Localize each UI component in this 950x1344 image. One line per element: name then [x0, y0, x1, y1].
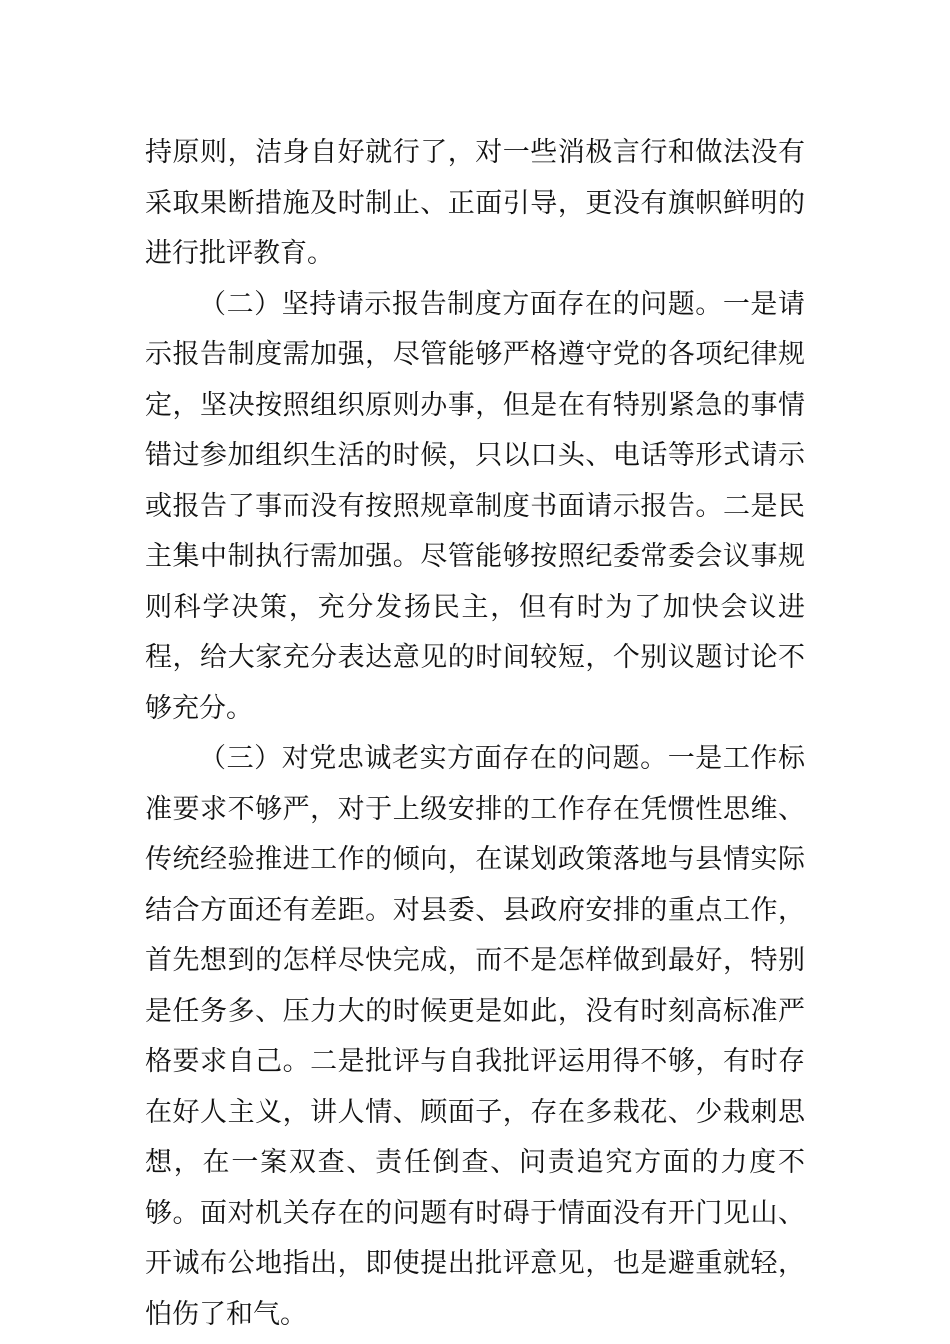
document-body [145, 128, 805, 1340]
paragraph-section-three: （三）对党忠诚老实方面存在的问题。一是工作标准要求不够严，对于上级安排的工作存在凭惯性思维、传统经验推进工作的倾向，在谋划政策落地与县情实际结合方面还有差距。对县委、县政府安排的重点工作，首先想到的怎样尽快完成，而不是怎样做到最好，特别是任务多、压力大的时候更是如此，没有时刻高标准严格要求自己。二是批评与自我批评运用得不够，有时存在好人主义，讲人情、顾面子，存在多栽花、少栽刺思想，在一案双查、责任倒查、问责追究方面的力度不够。面对机关存在的问题有时碍于情面没有开门见山、开诚布公地指出，即使提出批评意见，也是避重就轻，怕伤了和气。 [145, 743, 805, 1330]
paragraph-continuation: 持原则，洁身自好就行了，对一些消极言行和做法没有采取果断措施及时制止、正面引导，更没有旗帜鲜明的进行批评教育。 [145, 137, 805, 269]
paragraph-section-two: （二）坚持请示报告制度方面存在的问题。一是请示报告制度需加强，尽管能够严格遵守党的各项纪律规定，坚决按照组织原则办事，但是在有特别紧急的事情错过参加组织生活的时候，只以口头、电话等形式请示或报告了事而没有按照规章制度书面请示报告。二是民主集中制执行需加强。尽管能够按照纪委常委会议事规则科学决策，充分发扬民主，但有时为了加快会议进程，给大家充分表达意见的时间较短，个别议题讨论不够充分。 [145, 288, 805, 724]
